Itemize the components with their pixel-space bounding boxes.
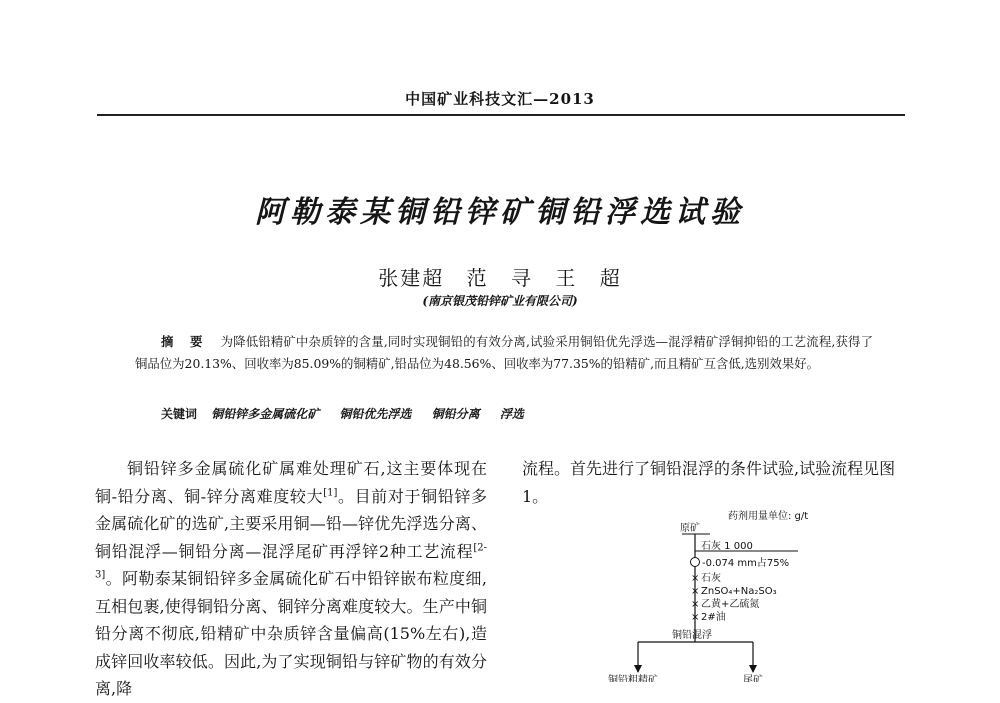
citation: [1] [323,487,338,499]
keyword-item: 铜铅分离 [431,407,480,421]
reagent-znso4: ZnSO₄+Na₂SO₃ [701,586,777,597]
author-affiliation: (南京银茂铅锌矿业有限公司) [422,294,578,308]
flowsheet-diagram [588,505,888,682]
reagent-mark: × [691,599,700,610]
body-right-column [522,455,912,510]
body-text: 。目前对于铜铅锌多金属硫化矿的选矿,主要采用铜—铅—锌优先浮选分离、铜铅混浮—铜铅分离—混浮尾矿再浮锌2种工艺流程 [95,486,487,561]
keyword-item: 铜铅锌多金属硫化矿 [211,407,320,421]
flowsheet-figure [588,505,888,682]
reagent-mark: × [691,586,700,597]
unit-note: 药剂用量单位: g/t [728,511,809,522]
grind-spec: -0.074 mm占75% [702,558,790,569]
abstract [135,331,873,374]
reagent-mark: × [691,612,700,623]
article-authors: 张建超 范 寻 王 超 [378,266,622,290]
body-left-column [95,455,487,703]
body-text: 流程。首先进行了铜铅混浮的条件试验,试验流程见图1。 [522,459,896,506]
abstract-label: 摘 要 [161,334,209,349]
reagent-xanthate: 乙黄+乙硫氮 [701,599,760,610]
body-text: 铜铅锌多金属硫化矿属难处理矿石,这主要体现在铜-铅分离、铜-锌分离难度较大 [95,459,487,506]
running-head: 中国矿业科技文汇—2013 [405,90,595,108]
body-text: 。阿勒泰某铜铅锌多金属硫化矿石中铅锌嵌布粒度细,互相包裹,使得铜铅分离、铜锌分离难度较大。生产中铜铅分离不彻底,铅精矿中杂质锌含量偏高(15%左右),造成锌回收率较低。因此,为了实现铜铅与锌矿物的有效分离,降 [95,569,487,698]
keywords-label: 关键词 [161,407,198,421]
abstract-text: 为降低铅精矿中杂质锌的含量,同时实现铜铅的有效分离,试验采用铜铅优先浮选—混浮精矿浮铜抑铅的工艺流程,获得了铜品位为20.13%、回收率为85.09%的铜精矿,铅品位为48.56%、回收率为77.35%的铅精矿,而且精矿互含低,选别效果好。 [135,334,873,371]
header-rule [97,114,905,116]
tailings-label: 尾矿 [743,675,763,682]
arrowhead [749,665,757,673]
keyword-item: 浮选 [499,407,524,421]
citation: [2-3] [95,542,487,581]
lime-addition: 石灰 1 000 [701,541,753,552]
arrowhead [634,665,642,673]
grinding-circle [691,558,700,567]
concentrate-label: 铜铅粗精矿 [608,675,658,682]
stage-label: 铜铅混浮 [672,630,712,641]
reagent-mark: × [691,573,700,584]
keywords [161,405,540,422]
reagent-lime: 石灰 [701,573,721,584]
reagent-oil: 2#油 [701,612,726,623]
keyword-item: 铜铅优先浮选 [339,407,412,421]
ore-label: 原矿 [680,523,700,534]
article-title: 阿勒泰某铜铅锌矿铜铅浮选试验 [255,195,745,230]
